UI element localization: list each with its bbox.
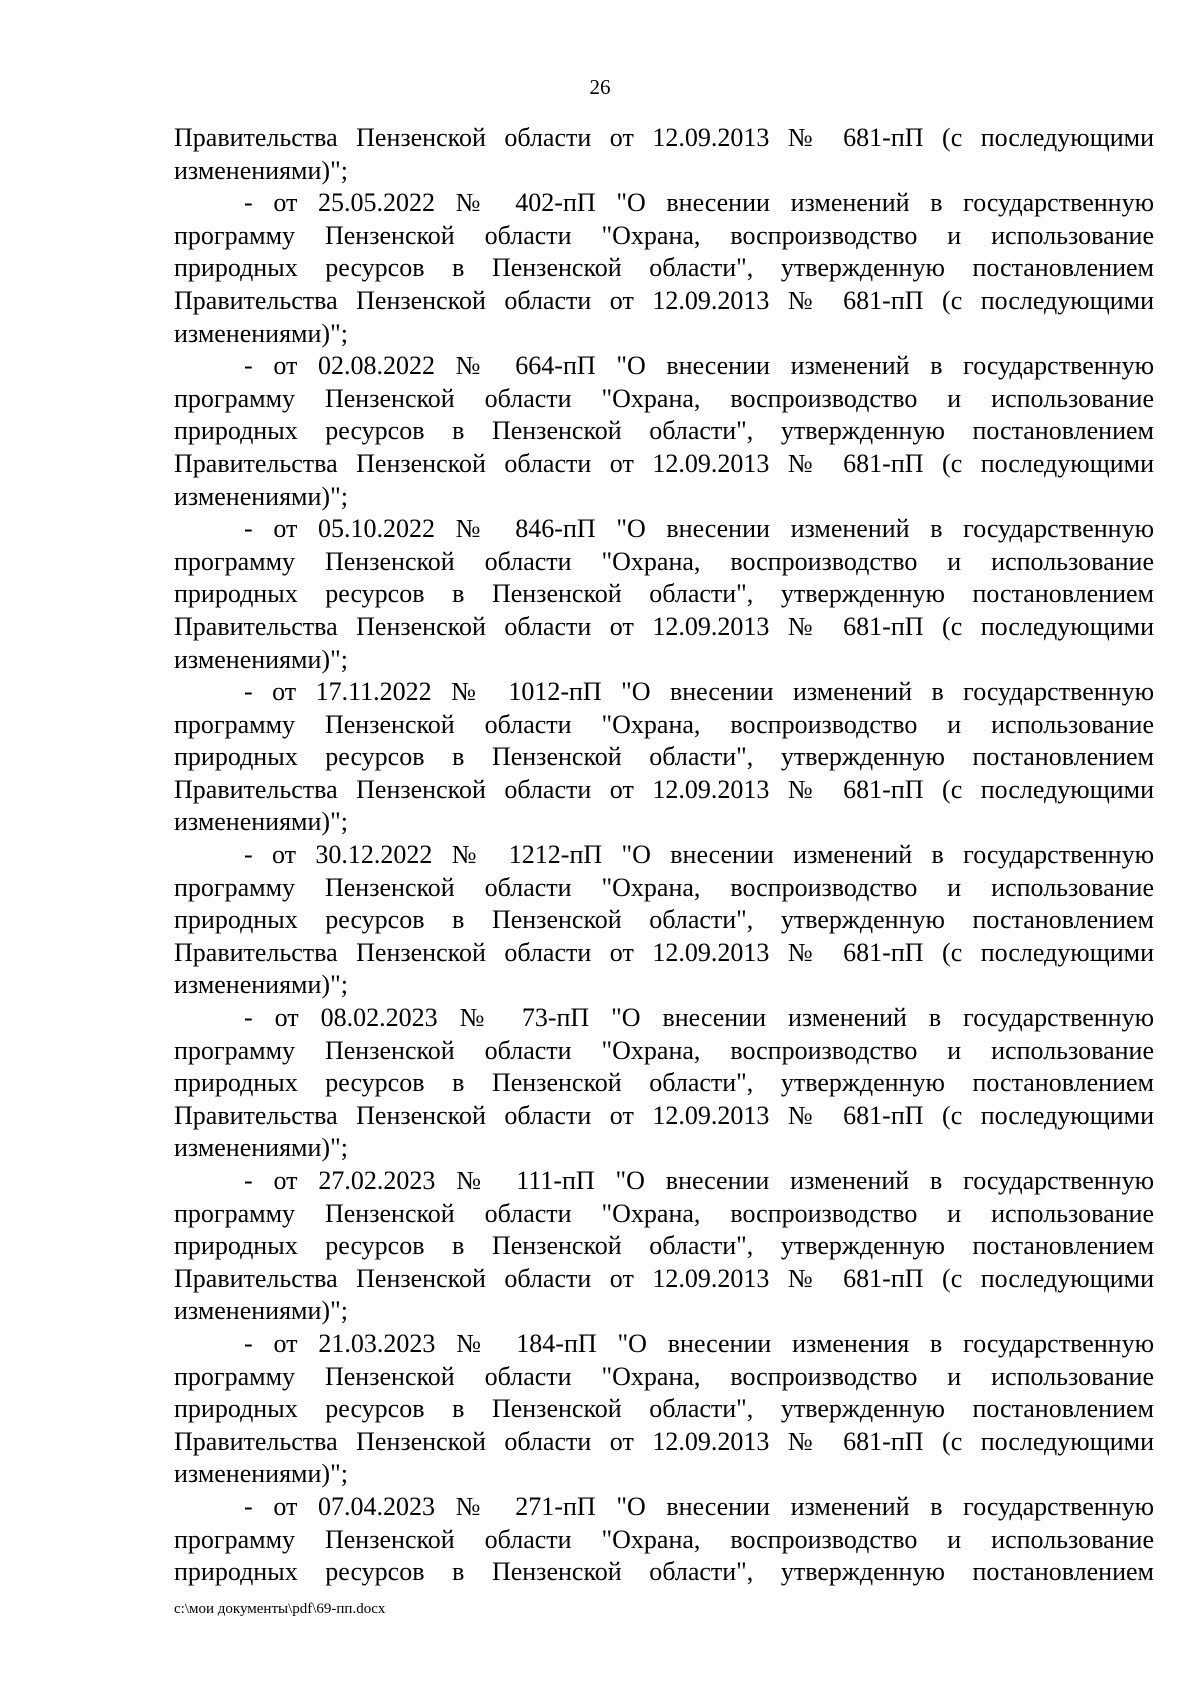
paragraph-line: программу Пензенской области "Охрана, воспроизводство и использование [174, 1524, 1154, 1554]
paragraph-line: изменениями)"; [174, 318, 348, 348]
paragraph-line: Правительства Пензенской области от 12.09.2013 № 681-пП (с последующими [174, 1100, 1154, 1130]
paragraph-line: природных ресурсов в Пензенской области", утвержденную постановлением [174, 1068, 1154, 1098]
footer-file-path: c:\мои документы\pdf\69-пп.docx [174, 1601, 386, 1617]
paragraph-line: изменениями)"; [174, 481, 348, 511]
amendment-paragraph [174, 1328, 1154, 1491]
paragraph-line: изменениями)"; [174, 1459, 348, 1489]
paragraph-line: природных ресурсов в Пензенской области", утвержденную постановлением [174, 416, 1154, 446]
paragraph-line: - от 25.05.2022 № 402-пП "О внесении изменений в государственную [244, 188, 1154, 218]
paragraph-line: природных ресурсов в Пензенской области", утвержденную постановлением [174, 742, 1154, 772]
document-body [174, 122, 1154, 1589]
paragraph-line: природных ресурсов в Пензенской области", утвержденную постановлением [174, 905, 1154, 935]
paragraph-line: - от 27.02.2023 № 111-пП "О внесении изменений в государственную [244, 1166, 1154, 1195]
amendment-paragraph [174, 676, 1154, 839]
amendment-paragraph [174, 1491, 1154, 1589]
paragraph-line: Правительства Пензенской области от 12.09.2013 № 681-пП (с последующими [174, 1263, 1154, 1293]
amendment-paragraph [174, 187, 1154, 350]
page-number: 26 [589, 75, 611, 99]
paragraph-line: программу Пензенской области "Охрана, воспроизводство и использование [174, 546, 1154, 576]
paragraph-line: природных ресурсов в Пензенской области", утвержденную постановлением [174, 579, 1154, 609]
amendment-paragraph [174, 350, 1154, 513]
paragraph-line: Правительства Пензенской области от 12.09.2013 № 681-пП (с последующими [174, 448, 1154, 478]
amendment-paragraph [174, 839, 1154, 1002]
paragraph-line: - от 21.03.2023 № 184-пП "О внесении изменения в государственную [244, 1328, 1154, 1358]
paragraph-line: - от 07.04.2023 № 271-пП "О внесении изменений в государственную [244, 1491, 1154, 1521]
paragraph-line: программу Пензенской области "Охрана, воспроизводство и использование [174, 1361, 1154, 1391]
paragraph-line: программу Пензенской области "Охрана, воспроизводство и использование [174, 383, 1154, 413]
paragraph-line: Правительства Пензенской области от 12.09.2013 № 681-пП (с последующими [174, 611, 1154, 641]
amendment-paragraph [174, 122, 1154, 187]
amendment-paragraph [174, 513, 1154, 676]
paragraph-line: - от 30.12.2022 № 1212-пП "О внесении изменений в государственную [244, 840, 1154, 870]
paragraph-line: изменениями)"; [174, 970, 348, 1000]
amendment-paragraph [174, 1002, 1154, 1165]
paragraph-line: - от 02.08.2022 № 664-пП "О внесении изменений в государственную [244, 351, 1154, 381]
paragraph-line: изменениями)"; [174, 644, 348, 674]
paragraph-line: программу Пензенской области "Охрана, воспроизводство и использование [174, 872, 1154, 902]
paragraph-line: Правительства Пензенской области от 12.09.2013 № 681-пП (с последующими [174, 123, 1154, 152]
paragraph-line: изменениями)"; [174, 155, 348, 185]
paragraph-line: природных ресурсов в Пензенской области", утвержденную постановлением [174, 1231, 1154, 1261]
paragraph-line: природных ресурсов в Пензенской области", утвержденную постановлением [174, 253, 1154, 283]
paragraph-line: программу Пензенской области "Охрана, воспроизводство и использование [174, 1198, 1154, 1228]
paragraph-line: Правительства Пензенской области от 12.09.2013 № 681-пП (с последующими [174, 937, 1154, 967]
paragraph-line: - от 08.02.2023 № 73-пП "О внесении изменений в государственную [244, 1003, 1154, 1033]
paragraph-line: изменениями)"; [174, 1296, 348, 1326]
paragraph-line: программу Пензенской области "Охрана, воспроизводство и использование [174, 709, 1154, 739]
paragraph-line: - от 17.11.2022 № 1012-пП "О внесении изменений в государственную [244, 677, 1154, 707]
paragraph-line: программу Пензенской области "Охрана, воспроизводство и использование [174, 220, 1154, 250]
paragraph-line: Правительства Пензенской области от 12.09.2013 № 681-пП (с последующими [174, 774, 1154, 804]
paragraph-line: изменениями)"; [174, 807, 348, 837]
paragraph-line: - от 05.10.2022 № 846-пП "О внесении изменений в государственную [244, 514, 1154, 544]
amendment-paragraph [174, 1165, 1154, 1328]
paragraph-line: Правительства Пензенской области от 12.09.2013 № 681-пП (с последующими [174, 285, 1154, 315]
paragraph-line: изменениями)"; [174, 1133, 348, 1163]
paragraph-line: природных ресурсов в Пензенской области", утвержденную постановлением [174, 1394, 1154, 1424]
paragraph-line: программу Пензенской области "Охрана, воспроизводство и использование [174, 1035, 1154, 1065]
paragraph-line: природных ресурсов в Пензенской области", утвержденную постановлением [174, 1557, 1154, 1587]
paragraph-line: Правительства Пензенской области от 12.09.2013 № 681-пП (с последующими [174, 1426, 1154, 1456]
